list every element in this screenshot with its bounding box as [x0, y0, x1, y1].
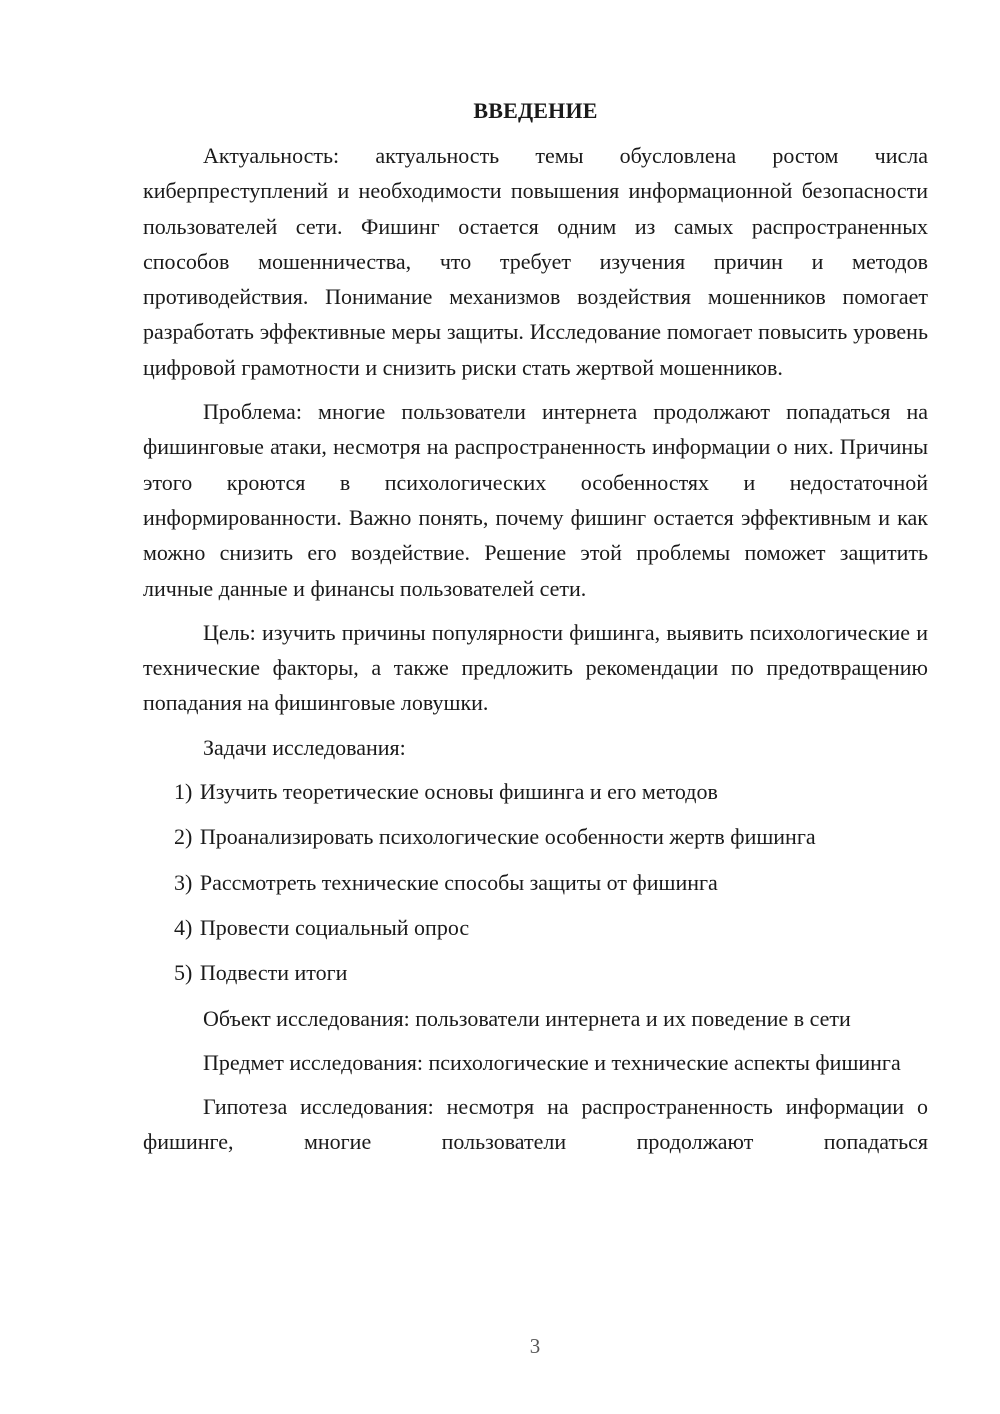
list-item-text: Провести социальный опрос [199, 914, 470, 940]
list-item [143, 955, 928, 990]
page-title: ВВЕДЕНИЕ [473, 98, 598, 123]
list-item-number: 5) [174, 960, 193, 986]
list-item-text: Подвести итоги [199, 960, 348, 986]
paragraph-problem: Проблема: многие пользователи интернета продолжают попадаться на фишинговые атаки, несмотря на распространенность информации о них. Причины этого кроются в психологических особенностях и недостаточной информированности. Важно понять, почему фишинг остается эффективным и как можно снизить его воздействие. Решение этой проблемы поможет защитить личные данные и финансы пользователей сети. [143, 399, 928, 601]
paragraph-hypothesis: Гипотеза исследования: несмотря на распространенность информации о фишинге, многие пользователи продолжают попадаться [143, 1094, 928, 1155]
list-item-text: Изучить теоретические основы фишинга и его методов [199, 779, 718, 805]
list-item-number: 2) [174, 824, 193, 850]
paragraph-subject: Предмет исследования: психологические и технические аспекты фишинга [203, 1049, 901, 1075]
paragraph-object: Объект исследования: пользователи интернета и их поведение в сети [203, 1005, 851, 1031]
list-item [143, 774, 928, 809]
list-item-text: Проанализировать психологические особенности жертв фишинга [199, 824, 816, 850]
list-item [143, 910, 928, 945]
document-page [143, 96, 928, 1169]
list-item [143, 819, 928, 854]
list-item-number: 3) [174, 869, 193, 895]
list-item [143, 865, 928, 900]
paragraph-relevance: Актуальность: актуальность темы обусловлена ростом числа киберпреступлений и необходимости повышения информационной безопасности пользователей сети. Фишинг остается одним из самых распространенных способов мошенничества, что требует изучения причин и методов противодействия. Понимание механизмов воздействия мошенников помогает разработать эффективные меры защиты. Исследование помогает повысить уровень цифровой грамотности и снизить риски стать жертвой мошенников. [143, 143, 928, 380]
list-item-number: 1) [174, 779, 193, 805]
list-item-number: 4) [174, 914, 193, 940]
tasks-heading: Задачи исследования: [203, 734, 406, 760]
list-item-text: Рассмотреть технические способы защиты от фишинга [199, 869, 718, 895]
paragraph-goal: Цель: изучить причины популярности фишинга, выявить психологические и технические факторы, а также предложить рекомендации по предотвращению попадания на фишинговые ловушки. [143, 619, 928, 716]
page-number: 3 [529, 1334, 541, 1358]
task-list [143, 774, 928, 990]
